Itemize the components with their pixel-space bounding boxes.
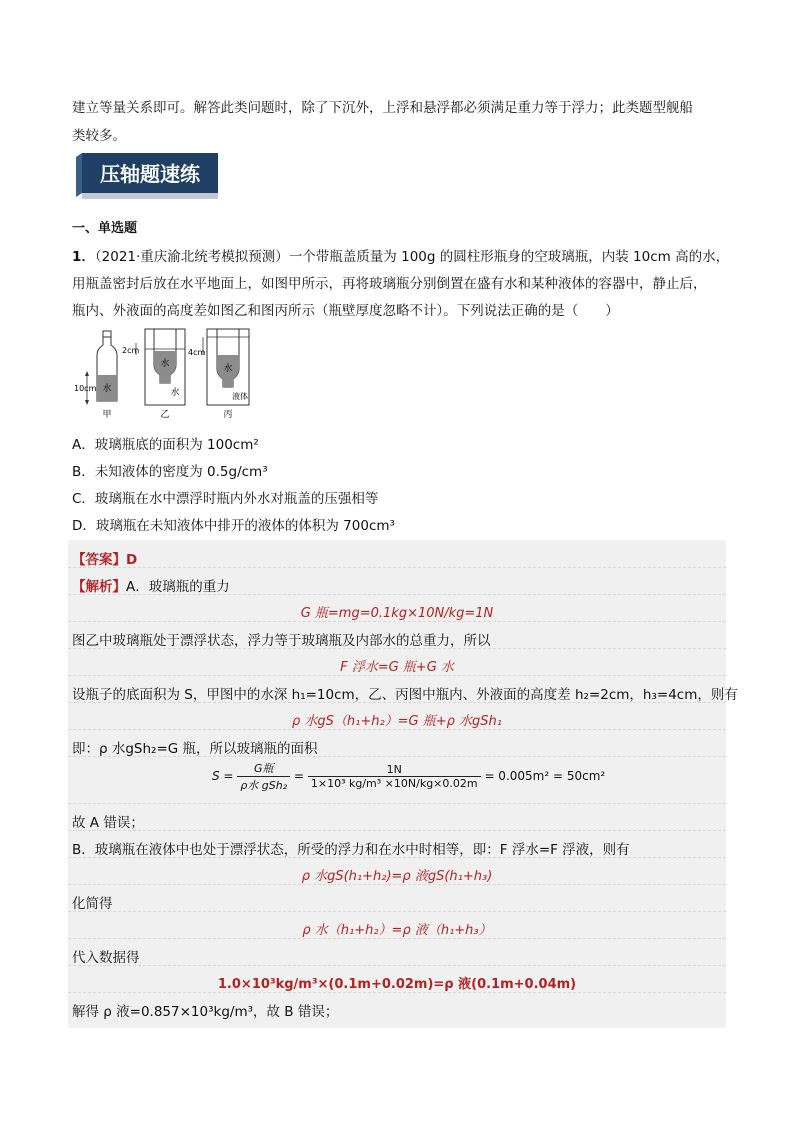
- answer-line: [72, 548, 137, 568]
- analysis-line-2: 图乙中玻璃瓶处于漂浮状态，浮力等于玻璃瓶及内部水的总重力，所以: [72, 633, 491, 649]
- eq4-denominator-1: ρ水 gSh₂: [240, 779, 288, 792]
- divider: [68, 992, 726, 993]
- eq4-denominator-2: 1×10³ kg/m³ ×10N/kg×0.02m: [310, 777, 478, 790]
- label-water-bing: 水: [223, 364, 233, 374]
- eq4-fraction-1: [237, 760, 290, 793]
- equation-4: [212, 760, 605, 793]
- answer-value: D: [126, 552, 138, 568]
- intro-line-1: 建立等量关系即可。解答此类问题时，除了下沉外，上浮和悬浮都必须满足重力等于浮力；此类题型舰船: [72, 100, 693, 116]
- eq4-numerator-2: 1N: [308, 763, 481, 777]
- answer-label: 【答案】: [72, 552, 126, 568]
- analysis-line-5: 故 A 错误；: [72, 815, 144, 831]
- analysis-line-7: 化简得: [72, 896, 113, 912]
- label-2cm: 2cm: [122, 346, 140, 355]
- eq4-fraction-2: [308, 763, 481, 790]
- option-d: D．玻璃瓶在未知液体中排开的液体的体积为 700cm³: [72, 518, 395, 534]
- container-yi: [122, 329, 185, 420]
- analysis-label: 【解析】: [72, 579, 126, 595]
- analysis-a-title: A．玻璃瓶的重力: [126, 579, 230, 595]
- eq4-lhs: S =: [212, 769, 234, 783]
- equation-6: ρ 水（h₁+h₂）=ρ 液（h₁+h₃）: [302, 923, 492, 938]
- option-b: B．未知液体的密度为 0.5g/cm³: [72, 464, 268, 480]
- analysis-line-4: 即：ρ 水gSh₂=G 瓶，所以玻璃瓶的面积: [72, 741, 318, 757]
- question-number: 1．: [72, 249, 95, 265]
- label-liquid: 液体: [232, 392, 248, 401]
- equation-2: F 浮水=G 瓶+G 水: [340, 660, 454, 675]
- analysis-line-8: 代入数据得: [72, 950, 140, 966]
- option-c: C．玻璃瓶在水中漂浮时瓶内外水对瓶盖的压强相等: [72, 491, 379, 507]
- divider: [68, 567, 726, 568]
- option-a: A．玻璃瓶底的面积为 100cm²: [72, 437, 259, 453]
- caption-bing: 丙: [223, 410, 233, 420]
- label-4cm: 4cm: [188, 348, 206, 357]
- analysis-line-9: 解得 ρ 液=0.857×10³kg/m³，故 B 错误；: [72, 1004, 339, 1020]
- divider: [68, 938, 726, 939]
- eq4-mid: =: [293, 769, 305, 783]
- bottle-jia: [74, 331, 117, 420]
- eq4-rhs: = 0.005m² = 50cm²: [484, 769, 606, 783]
- equation-3: ρ 水gS（h₁+h₂）=G 瓶+ρ 水gSh₁: [291, 714, 502, 729]
- analysis-line-6: B．玻璃瓶在液体中也处于漂浮状态，所受的浮力和在水中时相等，即：F 浮水=F 浮液，则有: [72, 842, 630, 858]
- equation-1: G 瓶=mg=0.1kg×10N/kg=1N: [300, 606, 494, 621]
- bottle-figure: [72, 325, 272, 423]
- divider: [68, 675, 726, 676]
- divider: [68, 830, 726, 831]
- intro-line-2: 类较多。: [72, 128, 126, 144]
- equation-7: 1.0×10³kg/m³×(0.1m+0.02m)=ρ 液(0.1m+0.04m): [217, 977, 577, 992]
- divider: [68, 621, 726, 622]
- caption-jia: 甲: [102, 410, 112, 420]
- divider: [68, 803, 726, 804]
- divider: [68, 729, 726, 730]
- question-line-3: 瓶内、外液面的高度差如图乙和图丙所示（瓶壁厚度忽略不计）。下列说法正确的是（ ）: [72, 303, 619, 319]
- question-line-1-rest: 一个带瓶盖质量为 100g 的圆柱形瓶身的空玻璃瓶，内装 10cm 高的水，: [288, 249, 730, 265]
- label-water-yi-inner: 水: [160, 359, 170, 369]
- label-10cm: 10cm: [74, 384, 97, 393]
- section-heading: 一、单选题: [72, 221, 138, 236]
- analysis-line-3: 设瓶子的底面积为 S，甲图中的水深 h₁=10cm，乙、丙图中瓶内、外液面的高度差 h₂=2cm，h₃=4cm，则有: [72, 687, 738, 703]
- label-water-yi-outer: 水: [170, 388, 180, 398]
- equation-5: ρ 水gS(h₁+h₂)=ρ 液gS(h₁+h₃): [301, 869, 493, 884]
- divider: [68, 965, 726, 966]
- question-source: （2021·重庆渝北统考模拟预测）: [94, 249, 289, 265]
- container-bing: [188, 329, 249, 420]
- divider: [68, 884, 726, 885]
- question-line-2: 用瓶盖密封后放在水平地面上，如图甲所示，再将玻璃瓶分别倒置在盛有水和某种液体的容器中，静止后，: [72, 276, 707, 292]
- banner-graphic: [76, 153, 218, 201]
- question-line-1: [72, 245, 729, 265]
- caption-yi: 乙: [160, 410, 170, 420]
- section-banner: [76, 153, 218, 201]
- divider: [68, 911, 726, 912]
- label-water-jia: 水: [102, 384, 112, 394]
- banner-title: 压轴题速练: [100, 162, 200, 186]
- eq4-numerator-1: G瓶: [237, 760, 290, 777]
- analysis-line-1: [72, 575, 230, 595]
